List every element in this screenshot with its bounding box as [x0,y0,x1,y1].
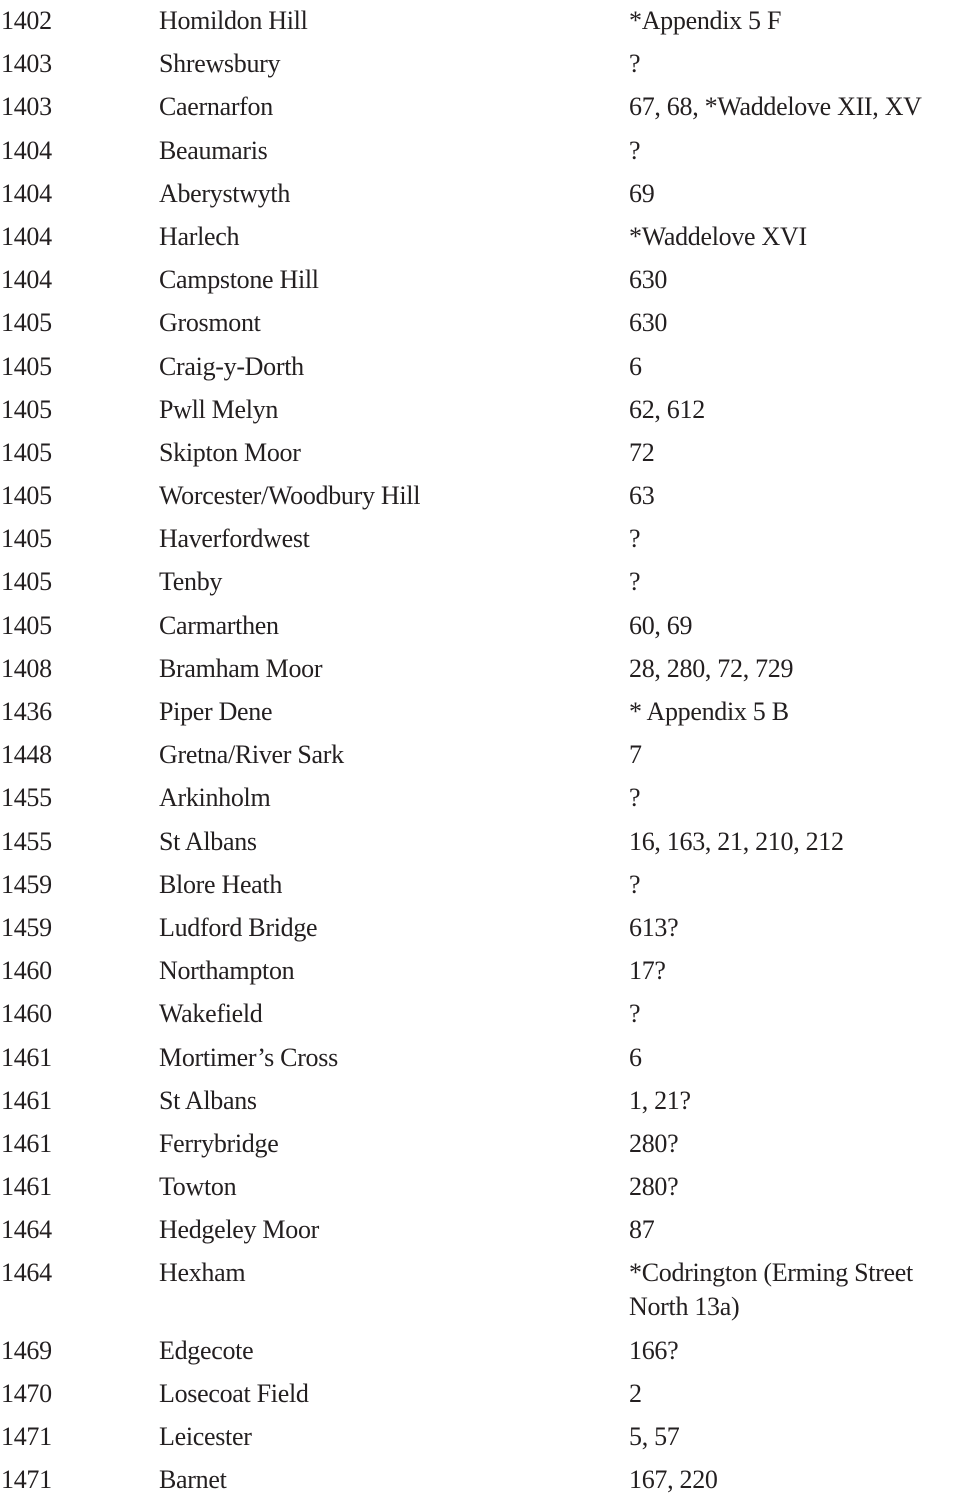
battle-name: Leicester [159,1422,252,1451]
battle-year: 1461 [1,1128,52,1158]
battle-name: Caernarfon [159,92,273,122]
table-row [0,868,975,902]
table-row [0,350,975,384]
battle-name: St Albans [159,826,257,856]
battle-year: 1448 [1,740,52,770]
battle-name: Mortimer’s Cross [159,1042,338,1072]
battle-name: Harlech [159,221,240,251]
battle-name: Shrewsbury [159,49,281,79]
battle-year: 1464 [1,1215,52,1245]
battle-year: 1403 [1,92,52,122]
battle-name: Barnet [159,1465,227,1495]
battle-name: Blore Heath [159,869,283,899]
battle-reference: 87 [629,1215,655,1245]
table-row [0,263,975,297]
battle-name: Carmarthen [159,610,279,640]
battle-year: 1460 [1,999,52,1029]
battle-year: 1471 [1,1465,52,1495]
table-row [0,436,975,470]
battle-reference: ? [629,783,641,813]
table-row [0,134,975,168]
battle-reference: 6 [629,1042,642,1072]
battle-reference: 16, 163, 21, 210, 212 [629,826,844,856]
battle-year: 1405 [1,394,52,424]
battle-reference: *Codrington (Erming Street North 13a) [629,1258,913,1322]
battle-reference: 60, 69 [629,610,693,640]
battle-name: Towton [159,1172,237,1202]
battle-reference: 62, 612 [629,394,705,424]
battle-year: 1405 [1,610,52,640]
battle-reference-table [0,4,975,1506]
table-row [0,47,975,81]
table-row [0,479,975,513]
battle-name: Gretna/River Sark [159,740,344,770]
table-row [0,1041,975,1075]
battle-name: Haverfordwest [159,524,310,554]
battle-reference: 280? [629,1172,679,1202]
battle-name: Campstone Hill [159,265,319,295]
battle-name: Tenby [159,567,223,597]
table-row [0,738,975,772]
battle-name: Northampton [159,956,295,986]
table-row [0,4,975,38]
battle-reference: 6 [629,351,642,381]
table-row [0,306,975,340]
battle-year: 1460 [1,956,52,986]
battle-name: Wakefield [159,999,263,1029]
battle-name: Skipton Moor [159,437,301,467]
battle-reference: 1, 21? [629,1085,691,1115]
battle-reference: 72 [629,437,655,467]
battle-reference: ? [629,567,641,597]
battle-year: 1404 [1,135,52,165]
battle-year: 1405 [1,437,52,467]
battle-reference: 630 [629,308,668,338]
battle-reference: ? [629,135,641,165]
battle-year: 1455 [1,783,52,813]
battle-reference: *Waddelove XVI [629,221,807,251]
battle-year: 1436 [1,697,52,726]
battle-reference: *Appendix 5 F [629,6,782,35]
table-row [0,1377,975,1411]
battle-reference: 613? [629,912,679,942]
battle-reference: ? [629,524,641,554]
table-row [0,1170,975,1204]
battle-name: Aberystwyth [159,178,291,208]
table-row [0,1334,975,1368]
table-row [0,1463,975,1497]
battle-year: 1464 [1,1258,52,1288]
battle-reference: ? [629,869,641,899]
battle-year: 1471 [1,1422,52,1451]
battle-year: 1459 [1,869,52,899]
table-row [0,177,975,211]
battle-reference: 69 [629,178,655,208]
battle-name: Hexham [159,1258,246,1288]
table-row [0,1213,975,1247]
battle-name: Ferrybridge [159,1128,279,1158]
battle-name: Losecoat Field [159,1378,309,1408]
battle-reference: 2 [629,1378,642,1408]
table-row [0,954,975,988]
battle-year: 1459 [1,912,52,942]
battle-reference: 5, 57 [629,1422,680,1451]
battle-year: 1404 [1,265,52,295]
battle-year: 1461 [1,1172,52,1202]
battle-year: 1405 [1,567,52,597]
battle-reference: 630 [629,265,668,295]
battle-reference: 17? [629,956,666,986]
battle-name: St Albans [159,1085,257,1115]
battle-year: 1402 [1,6,52,35]
table-row [0,1256,975,1324]
battle-reference: * Appendix 5 B [629,697,789,726]
table-row [0,1084,975,1118]
table-row [0,90,975,124]
battle-year: 1469 [1,1335,52,1365]
table-row [0,781,975,815]
battle-reference: ? [629,49,641,79]
battle-reference: 167, 220 [629,1465,718,1495]
battle-year: 1405 [1,481,52,511]
battle-name: Craig-y-Dorth [159,351,304,381]
battle-name: Pwll Melyn [159,394,279,424]
table-row [0,609,975,643]
battle-name: Ludford Bridge [159,912,318,942]
battle-name: Homildon Hill [159,6,308,35]
battle-year: 1461 [1,1085,52,1115]
battle-reference: 166? [629,1335,679,1365]
battle-year: 1405 [1,524,52,554]
battle-name: Bramham Moor [159,653,323,683]
table-row [0,1420,975,1454]
table-row [0,393,975,427]
battle-year: 1408 [1,653,52,683]
battle-name: Piper Dene [159,697,273,726]
battle-year: 1404 [1,178,52,208]
battle-name: Worcester/Woodbury Hill [159,481,421,511]
battle-name: Edgecote [159,1335,254,1365]
battle-name: Arkinholm [159,783,271,813]
battle-name: Hedgeley Moor [159,1215,319,1245]
table-row [0,652,975,686]
battle-year: 1470 [1,1378,52,1408]
battle-year: 1404 [1,221,52,251]
battle-year: 1461 [1,1042,52,1072]
battle-reference: 63 [629,481,655,511]
battle-reference: ? [629,999,641,1029]
battle-reference: 67, 68, *Waddelove XII, XV [629,92,922,122]
table-row [0,997,975,1031]
table-row [0,220,975,254]
table-row [0,565,975,599]
battle-year: 1455 [1,826,52,856]
battle-year: 1403 [1,49,52,79]
battle-reference: 280? [629,1128,679,1158]
table-row [0,825,975,859]
table-row [0,522,975,556]
battle-reference: 28, 280, 72, 729 [629,653,794,683]
table-row [0,911,975,945]
battle-year: 1405 [1,308,52,338]
battle-name: Grosmont [159,308,261,338]
table-row [0,695,975,729]
battle-reference: 7 [629,740,642,770]
battle-name: Beaumaris [159,135,268,165]
battle-year: 1405 [1,351,52,381]
table-row [0,1127,975,1161]
